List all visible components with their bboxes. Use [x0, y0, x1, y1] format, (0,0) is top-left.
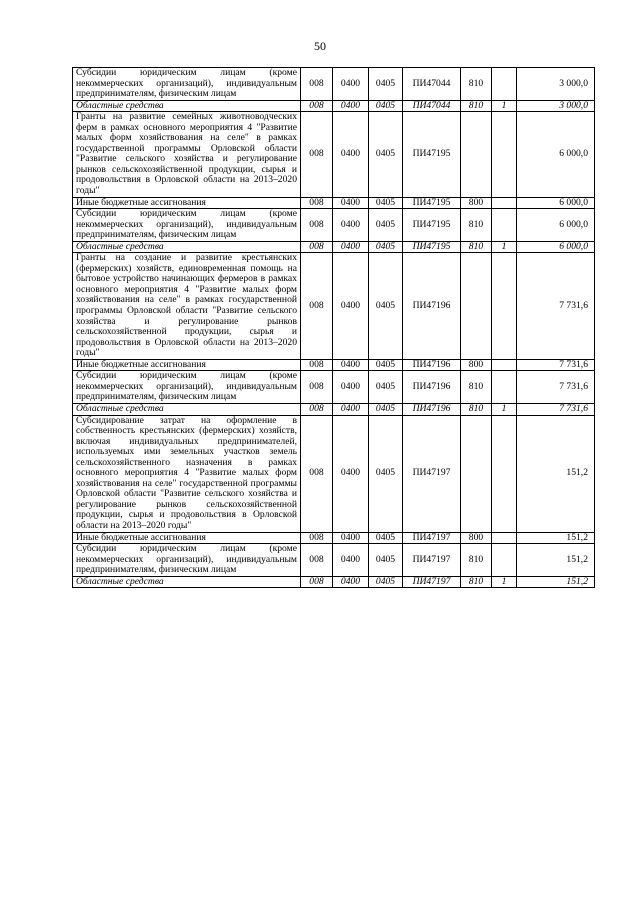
- row-subsection-code: 0405: [369, 359, 403, 371]
- row-ministry-code: 008: [301, 403, 333, 415]
- row-fund-code: [492, 544, 517, 577]
- table-row: [73, 532, 595, 544]
- row-section-code: 0400: [333, 544, 369, 577]
- row-target-article: ПИ47197: [403, 532, 461, 544]
- row-amount: 6 000,0: [517, 112, 595, 197]
- row-section-code: 0400: [333, 241, 369, 253]
- row-fund-code: [492, 197, 517, 209]
- row-ministry-code: 008: [301, 359, 333, 371]
- row-subsection-code: 0405: [369, 532, 403, 544]
- row-target-article: ПИ47195: [403, 197, 461, 209]
- row-fund-code: [492, 359, 517, 371]
- row-subsection-code: 0405: [369, 241, 403, 253]
- row-ministry-code: 008: [301, 532, 333, 544]
- row-amount: 7 731,6: [517, 371, 595, 404]
- row-amount: 7 731,6: [517, 403, 595, 415]
- funds-row: [73, 100, 595, 112]
- row-ministry-code: 008: [301, 112, 333, 197]
- row-section-code: 0400: [333, 209, 369, 242]
- row-ministry-code: 008: [301, 576, 333, 588]
- row-target-article: ПИ47196: [403, 359, 461, 371]
- row-ministry-code: 008: [301, 415, 333, 532]
- row-description: Областные средства: [73, 100, 301, 112]
- table-row: [73, 253, 595, 359]
- row-fund-code: [492, 209, 517, 242]
- table-row: [73, 371, 595, 404]
- row-target-article: ПИ47195: [403, 241, 461, 253]
- row-section-code: 0400: [333, 253, 369, 359]
- row-subsection-code: 0405: [369, 576, 403, 588]
- row-amount: 151,2: [517, 544, 595, 577]
- row-target-article: ПИ47044: [403, 68, 461, 101]
- row-description: Областные средства: [73, 241, 301, 253]
- row-amount: 6 000,0: [517, 197, 595, 209]
- row-section-code: 0400: [333, 359, 369, 371]
- row-fund-code: [492, 532, 517, 544]
- table-row: [73, 197, 595, 209]
- row-amount: 7 731,6: [517, 359, 595, 371]
- row-target-article: ПИ47044: [403, 100, 461, 112]
- row-description: Иные бюджетные ассигнования: [73, 197, 301, 209]
- row-description: Субсидирование затрат на оформление в собственность крестьянских (фермерских) хозяйств, включая индивидуальных предпринимателей, используемых ими земельных участков земель сельскохозяйственного назначения в рамках основного мероприятия 4 "Развитие малых форм хозяйствования на селе" государственной программы Орловской области "Развитие сельского хозяйства и регулирование рынков сельскохозяйственной продукции, сырья и продовольствия в Орловской области на 2013–2020 годы": [73, 415, 301, 532]
- row-description: Гранты на развитие семейных животноводческих ферм в рамках основного мероприятия 4 "Развитие малых форм хозяйствования на селе" в рамках государственной программы Орловской области "Развитие сельского хозяйства и регулирование рынков сельскохозяйственной продукции, сырья и продовольствия в Орловской области на 2013–2020 годы": [73, 112, 301, 197]
- row-target-article: ПИ47196: [403, 403, 461, 415]
- row-fund-code: [492, 415, 517, 532]
- row-target-article: ПИ47197: [403, 576, 461, 588]
- row-fund-code: [492, 253, 517, 359]
- row-expense-kind: [461, 415, 492, 532]
- table-row: [73, 415, 595, 532]
- row-amount: 151,2: [517, 415, 595, 532]
- row-amount: 3 000,0: [517, 68, 595, 101]
- row-ministry-code: 008: [301, 197, 333, 209]
- row-ministry-code: 008: [301, 68, 333, 101]
- row-description: Гранты на создание и развитие крестьянских (фермерских) хозяйств, единовременная помощь на бытовое устройство начинающих фермеров в рамках основного мероприятия 4 "Развитие малых форм хозяйствования на селе" в рамках государственной программы Орловской области "Развитие сельского хозяйства и регулирование рынков сельскохозяйственной продукции, сырья и продовольствия в Орловской области на 2013–2020 годы": [73, 253, 301, 359]
- row-expense-kind: 810: [461, 403, 492, 415]
- row-expense-kind: 800: [461, 359, 492, 371]
- row-fund-code: [492, 68, 517, 101]
- row-section-code: 0400: [333, 532, 369, 544]
- row-section-code: 0400: [333, 197, 369, 209]
- row-subsection-code: 0405: [369, 544, 403, 577]
- row-amount: 7 731,6: [517, 253, 595, 359]
- row-fund-code: [492, 112, 517, 197]
- row-amount: 3 000,0: [517, 100, 595, 112]
- row-expense-kind: 810: [461, 371, 492, 404]
- row-expense-kind: 810: [461, 68, 492, 101]
- row-subsection-code: 0405: [369, 197, 403, 209]
- row-expense-kind: [461, 112, 492, 197]
- row-fund-code: 1: [492, 576, 517, 588]
- row-fund-code: 1: [492, 100, 517, 112]
- row-ministry-code: 008: [301, 241, 333, 253]
- table-row: [73, 209, 595, 242]
- row-description: Субсидии юридическим лицам (кроме некоммерческих организаций), индивидуальным предпринимателям, физическим лицам: [73, 371, 301, 404]
- table-row: [73, 359, 595, 371]
- row-description: Иные бюджетные ассигнования: [73, 532, 301, 544]
- row-amount: 151,2: [517, 576, 595, 588]
- row-target-article: ПИ47196: [403, 253, 461, 359]
- row-section-code: 0400: [333, 576, 369, 588]
- row-subsection-code: 0405: [369, 209, 403, 242]
- table-row: [73, 68, 595, 101]
- row-description: Иные бюджетные ассигнования: [73, 359, 301, 371]
- row-expense-kind: 810: [461, 209, 492, 242]
- row-fund-code: 1: [492, 241, 517, 253]
- funds-row: [73, 241, 595, 253]
- row-ministry-code: 008: [301, 209, 333, 242]
- row-ministry-code: 008: [301, 253, 333, 359]
- row-description: Областные средства: [73, 576, 301, 588]
- table-row: [73, 112, 595, 197]
- row-amount: 6 000,0: [517, 209, 595, 242]
- row-subsection-code: 0405: [369, 403, 403, 415]
- row-description: Субсидии юридическим лицам (кроме некоммерческих организаций), индивидуальным предпринимателям, физическим лицам: [73, 68, 301, 101]
- row-section-code: 0400: [333, 403, 369, 415]
- row-target-article: ПИ47195: [403, 112, 461, 197]
- budget-table: [72, 67, 595, 588]
- row-subsection-code: 0405: [369, 253, 403, 359]
- row-description: Субсидии юридическим лицам (кроме некоммерческих организаций), индивидуальным предпринимателям, физическим лицам: [73, 209, 301, 242]
- row-amount: 151,2: [517, 532, 595, 544]
- row-expense-kind: 810: [461, 576, 492, 588]
- row-target-article: ПИ47197: [403, 544, 461, 577]
- row-target-article: ПИ47197: [403, 415, 461, 532]
- table-row: [73, 544, 595, 577]
- row-section-code: 0400: [333, 112, 369, 197]
- row-expense-kind: 800: [461, 197, 492, 209]
- row-subsection-code: 0405: [369, 415, 403, 532]
- row-ministry-code: 008: [301, 544, 333, 577]
- row-section-code: 0400: [333, 371, 369, 404]
- page-number: 50: [314, 39, 326, 53]
- row-fund-code: 1: [492, 403, 517, 415]
- funds-row: [73, 403, 595, 415]
- row-subsection-code: 0405: [369, 100, 403, 112]
- row-subsection-code: 0405: [369, 371, 403, 404]
- row-ministry-code: 008: [301, 371, 333, 404]
- row-description: Субсидии юридическим лицам (кроме некоммерческих организаций), индивидуальным предпринимателям, физическим лицам: [73, 544, 301, 577]
- row-expense-kind: 810: [461, 100, 492, 112]
- row-section-code: 0400: [333, 100, 369, 112]
- row-target-article: ПИ47196: [403, 371, 461, 404]
- row-section-code: 0400: [333, 415, 369, 532]
- budget-table-body: [73, 68, 595, 588]
- row-subsection-code: 0405: [369, 112, 403, 197]
- row-expense-kind: 810: [461, 241, 492, 253]
- row-expense-kind: 800: [461, 532, 492, 544]
- row-expense-kind: 810: [461, 544, 492, 577]
- row-fund-code: [492, 371, 517, 404]
- row-target-article: ПИ47195: [403, 209, 461, 242]
- funds-row: [73, 576, 595, 588]
- row-description: Областные средства: [73, 403, 301, 415]
- row-expense-kind: [461, 253, 492, 359]
- row-amount: 6 000,0: [517, 241, 595, 253]
- row-subsection-code: 0405: [369, 68, 403, 101]
- row-ministry-code: 008: [301, 100, 333, 112]
- row-section-code: 0400: [333, 68, 369, 101]
